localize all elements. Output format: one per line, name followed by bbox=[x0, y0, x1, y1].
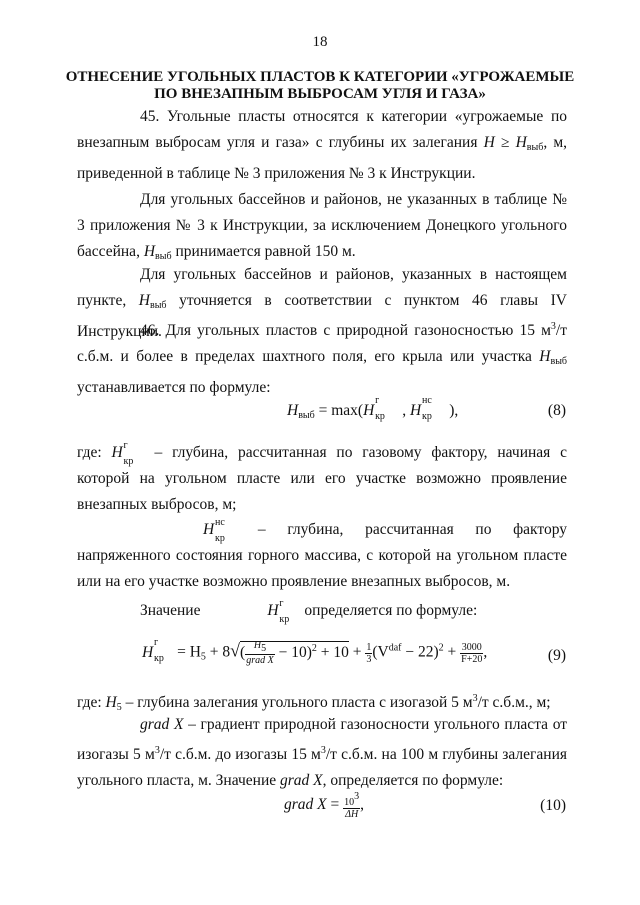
paragraph-other-basins: Для угольных бассейнов и районов, не указанных в таблице № 3 приложения № 3 к Инструкции, за исключением Донецкого угольного бассейна, $H_{выб}$ принимается равной 150 м. bbox=[77, 191, 567, 262]
formula-8: $H_{выб} = \max(H$ г кр , H нс кр ), bbox=[287, 395, 459, 422]
value-line: Значение H г кр определяется по формуле: bbox=[140, 598, 478, 625]
section-title-line-2: ПО ВНЕЗАПНЫМ ВЫБРОСАМ УГЛЯ И ГАЗА» bbox=[154, 86, 486, 102]
page-number: 18 bbox=[312, 34, 328, 50]
paragraph-listed-basins: Для угольных бассейнов и районов, указанных в настоящем пункте, $H_{выб}$ уточняется в соответствии с пунктом 46 главы IV Инструкции. bbox=[77, 266, 567, 340]
formula-9: H г кр = $H_5 + 8√$( $\frac{H_5}{\text{grad X}}$ − 10)$^2$ + 10 + $\frac{1}{3}$ $(V^{daf} - 22)^2$ + $\frac{3000}{F+20}$ , bbox=[142, 636, 488, 666]
definition-h5: где: $H_5$ – глубина залегания угольного пласта с изогазой 5 $м^3/т$ с.б.м., м; bbox=[77, 693, 551, 713]
paragraph-45: 45. Угольные пласты относятся к категории «угрожаемые по внезапным выбросам угля и газа» с глубины их залегания $H \ge H_{выб}$, м, приведенной в таблице № 3 приложения № 3 к Инструкции. bbox=[77, 108, 568, 182]
paragraph-46: 46. Для угольных пластов с природной газоносностью 15 $м^3/т$ с.б.м. и более в пределах шахтного поля, его крыла или участка $H_{выб}$ устанавливается по формуле: bbox=[77, 321, 567, 396]
definition-h-stress: H нс кр – глубина, рассчитанная по фактору напряженного состояния горного массива, с которой на угольном пласте или на его участке возможно проявление внезапных выбросов, м. bbox=[77, 517, 567, 590]
definition-h-gas: где: H г кр – глубина, рассчитанная по газовому фактору, начиная с которой на угольном пласте или его участке возможно проявление внезапных выбросов, м; bbox=[77, 440, 567, 513]
formula-10: grad X = $\frac{10^3}{\Delta H}$ , bbox=[284, 791, 364, 820]
equation-number-10: (10) bbox=[540, 797, 566, 814]
equation-number-9: (9) bbox=[547, 647, 566, 664]
equation-number-8: (8) bbox=[547, 402, 566, 419]
definition-grad-x: grad X – градиент природной газоносности угольного пласта от изогазы 5 $м^3/т$ с.б.м. до изогазы 15 $м^3/т$ с.б.м. на 100 м глубины залегания угольного пласта, м. Значение grad X, определяется по формуле: bbox=[77, 716, 568, 789]
section-title-line-1: ОТНЕСЕНИЕ УГОЛЬНЫХ ПЛАСТОВ К КАТЕГОРИИ «УГРОЖАЕМЫЕ bbox=[65, 69, 575, 85]
